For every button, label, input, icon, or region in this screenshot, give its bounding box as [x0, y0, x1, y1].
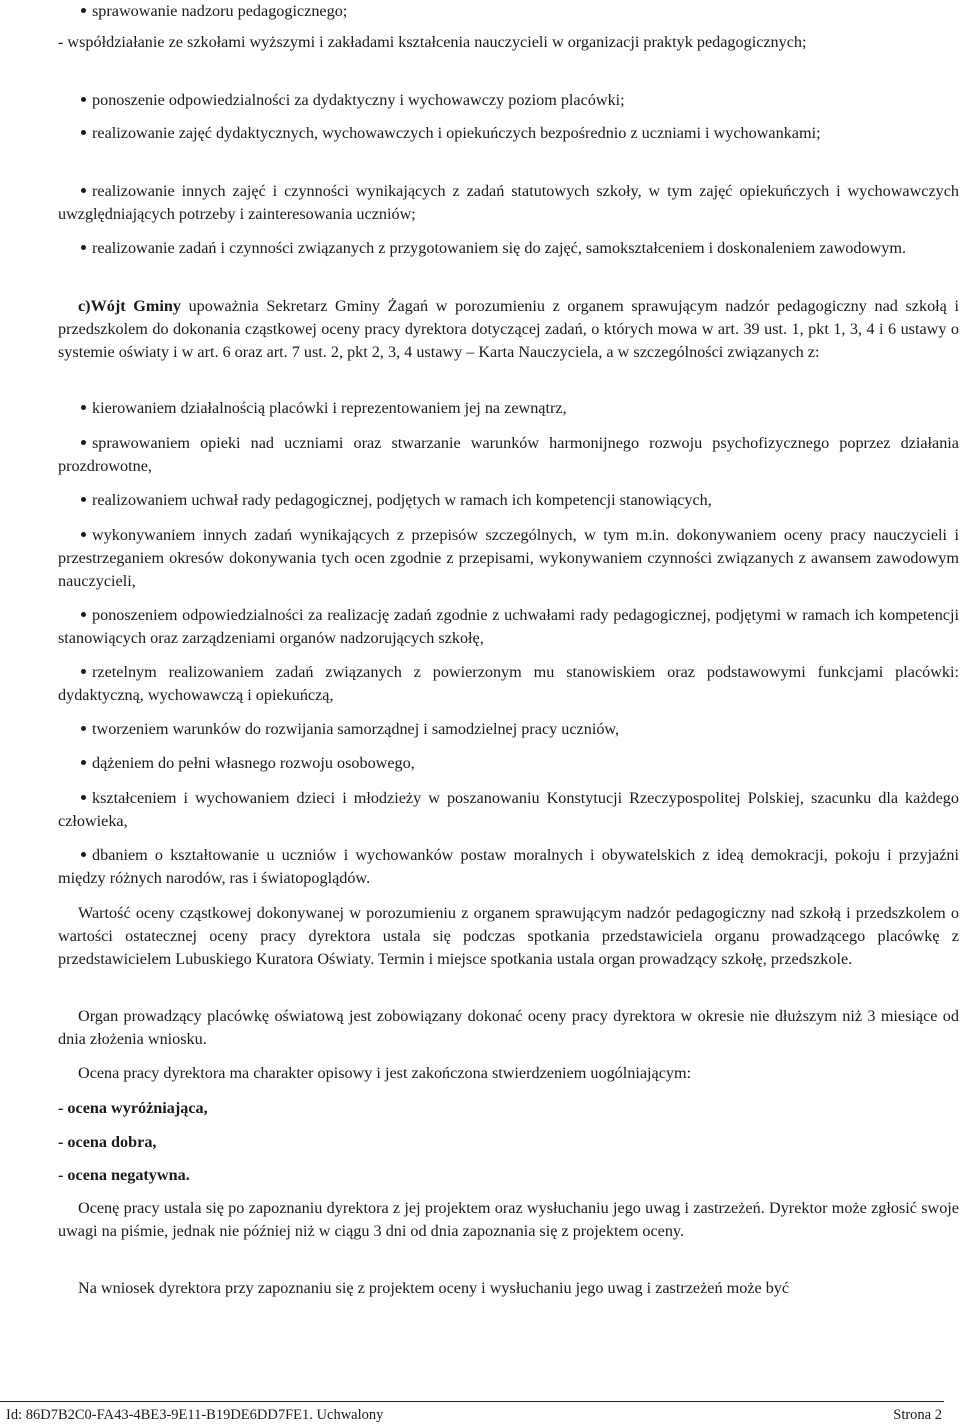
section-c-label: c)Wójt Gminy	[78, 297, 181, 315]
paragraph: Na wniosek dyrektora przy zapoznaniu się z projektem oceny i wysłuchaniu jego uwag i zastrzeżeń może być	[78, 1279, 790, 1297]
list-item: - współdziałanie ze szkołami wyższymi i zakładami kształcenia nauczycieli w organizacji praktyk pedagogicznych;	[58, 33, 807, 51]
list-item: realizowanie zadań i czynności związanych z przygotowaniem się do zajęć, samokształceniem i doskonaleniem zawodowym.	[58, 237, 959, 260]
paragraph: Wartość oceny cząstkowej dokonywanej w porozumieniu z organem sprawującym nadzór pedagogiczny nad szkołą i przedszkolem o wartości ostatecznej oceny pracy dyrektora ustala się podczas spotkania przedstawiciela organu prowadzącego placówkę z przedstawicielem Lubuskiego Kuratora Oświaty. Termin i miejsce spotkania ustala organ prowadzący szkołę, przedszkole.	[58, 904, 959, 968]
list-item: sprawowaniem opieki nad uczniami oraz stwarzanie warunków harmonijnego rozwoju psychofizycznego poprzez działania prozdrowotne,	[58, 432, 959, 478]
list-item: kształceniem i wychowaniem dzieci i młodzieży w poszanowaniu Konstytucji Rzeczypospolitej Polskiej, szacunku dla każdego człowieka,	[58, 787, 959, 833]
footer-page-number: Strona 2	[893, 1407, 942, 1423]
paragraph: Organ prowadzący placówkę oświatową jest zobowiązany dokonać oceny pracy dyrektora w okresie nie dłuższym niż 3 miesiące od dnia złożenia wniosku.	[58, 1007, 959, 1048]
section-c-text: upoważnia Sekretarz Gminy Żagań w porozumieniu z organem sprawującym nadzór pedagogiczny nad szkołą i przedszkolem do dokonania cząstkowej oceny pracy dyrektora dotyczącej zadań, o których mowa w art. 39 ust. 1, pkt 1, 3, 4 i 6 ustawy o systemie oświaty i w art. 6 oraz art. 7 ust. 2, pkt 2, 3, 4 ustawy – Karta Nauczyciela, a w szczególności związanych z:	[58, 297, 959, 361]
footer-document-id: Id: 86D7B2C0-FA43-4BE3-9E11-B19DE6DD7FE1. Uchwalony	[6, 1407, 384, 1423]
list-item: wykonywaniem innych zadań wynikających z przepisów szczególnych, w tym m.in. dokonywaniem oceny pracy nauczycieli i przestrzeganiem okresów dokonywania tych ocen zgodnie z przepisami, wykonywaniem czynności związanych z awansem zawodowym nauczycieli,	[58, 524, 959, 593]
list-item: dążeniem do pełni własnego rozwoju osobowego,	[58, 752, 959, 775]
list-item: realizowanie zajęć dydaktycznych, wychowawczych i opiekuńczych bezpośrednio z uczniami i wychowankami;	[58, 122, 959, 145]
list-item: ponoszenie odpowiedzialności za dydaktyczny i wychowawczy poziom placówki;	[58, 89, 959, 112]
list-item: rzetelnym realizowaniem zadań związanych z powierzonym mu stanowiskiem oraz podstawowymi funkcjami placówki: dydaktyczną, wychowawczą i opiekuńczą,	[58, 661, 959, 707]
paragraph: Ocenę pracy ustala się po zapoznaniu dyrektora z jej projektem oraz wysłuchaniu jego uwag i zastrzeżeń. Dyrektor może zgłosić swoje uwagi na piśmie, jednak nie później niż w ciągu 3 dni od dnia zapoznania się z projektem oceny.	[58, 1199, 959, 1240]
grade-item: - ocena dobra,	[58, 1133, 157, 1151]
list-item: ponoszeniem odpowiedzialności za realizację zadań zgodnie z uchwałami rady pedagogicznej, podjętymi w ramach ich kompetencji stanowiących oraz zarządzeniami organów nadzorujących szkołę,	[58, 604, 959, 650]
paragraph: Ocena pracy dyrektora ma charakter opisowy i jest zakończona stwierdzeniem uogólniającym:	[78, 1064, 692, 1082]
list-item: tworzeniem warunków do rozwijania samorządnej i samodzielnej pracy uczniów,	[58, 718, 959, 741]
section-c-paragraph	[58, 295, 959, 364]
footer-divider	[0, 1401, 944, 1402]
grade-item: - ocena wyróżniająca,	[58, 1099, 208, 1117]
list-item: realizowaniem uchwał rady pedagogicznej, podjętych w ramach ich kompetencji stanowiących,	[58, 489, 959, 512]
list-item: kierowaniem działalnością placówki i reprezentowaniem jej na zewnątrz,	[58, 397, 959, 420]
grade-item: - ocena negatywna.	[58, 1166, 190, 1184]
list-item: realizowanie innych zajęć i czynności wynikających z zadań statutowych szkoły, w tym zajęć opiekuńczych i wychowawczych uwzględniających potrzeby i zainteresowania uczniów;	[58, 180, 959, 226]
list-item: dbaniem o kształtowanie u uczniów i wychowanków postaw moralnych i obywatelskich z ideą demokracji, pokoju i przyjaźni między różnych narodów, ras i światopoglądów.	[58, 844, 959, 890]
list-item: sprawowanie nadzoru pedagogicznego;	[58, 0, 959, 23]
